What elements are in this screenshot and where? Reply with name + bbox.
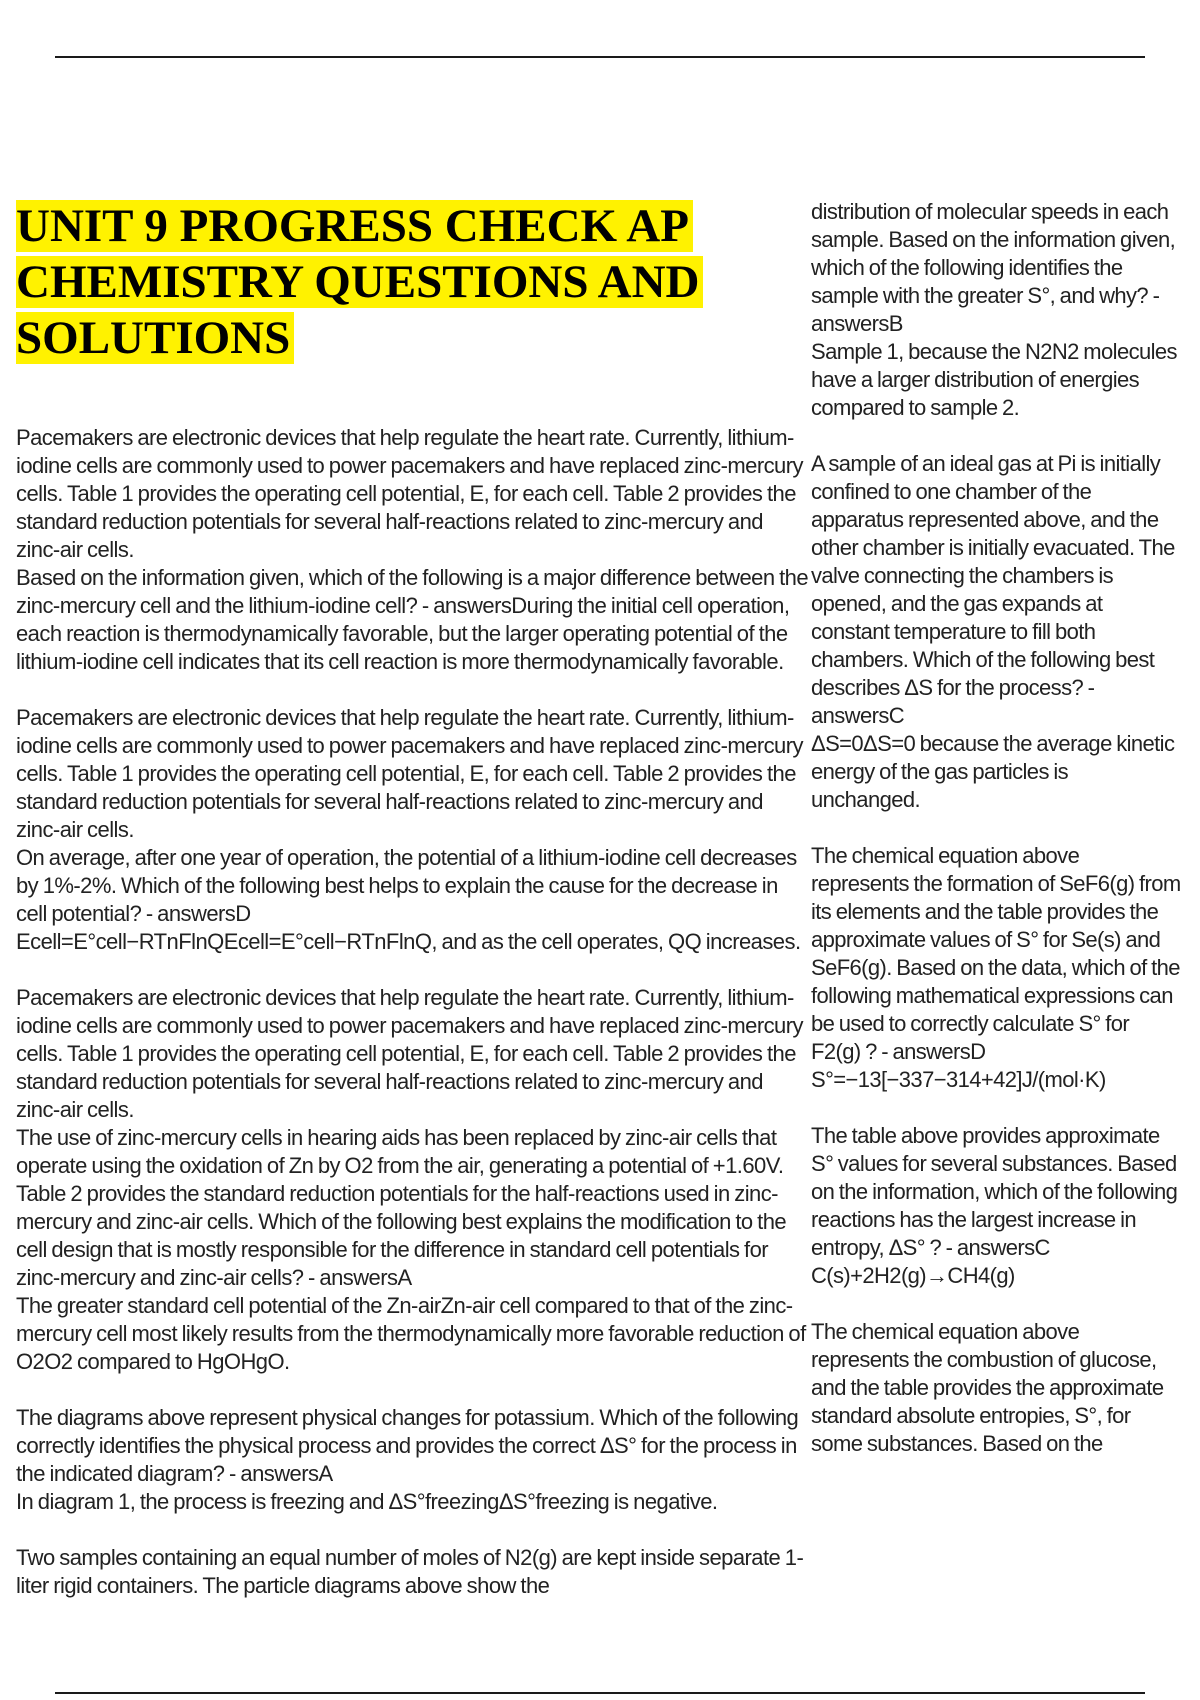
question-context: Pacemakers are electronic devices that help regulate the heart rate. Currently, lithium-iodine cells are commonly used to power pacemakers and have replaced zinc-mercury cells. Table 1 provides the operating cell potential, E, for each cell. Table 2 provides the standard reduction potentials for several half-reactions related to zinc-mercury and zinc-air cells. [16, 985, 803, 1122]
question-block [811, 1122, 1181, 1290]
answer-text: S°=−13[−337−314+42]J/(mol·K) [811, 1067, 1106, 1092]
title-line-3: SOLUTIONS [16, 312, 294, 364]
document-title [16, 198, 811, 366]
answer-text: Sample 1, because the N2N2 molecules have a larger distribution of energies compared to sample 2. [811, 339, 1177, 420]
question-block [811, 198, 1181, 422]
question-text: The use of zinc-mercury cells in hearing aids has been replaced by zinc-air cells that operate using the oxidation of Zn by O2 from the air, generating a potential of +1.60V. Table 2 provides the standard reduction potentials for the half-reactions used in zinc-mercury and zinc-air cells. Which of the following best explains the modification to the cell design that is mostly responsible for the difference in standard cell potentials for zinc-mercury and zinc-air cells? - answersA [16, 1125, 787, 1290]
title-line-2: CHEMISTRY QUESTIONS AND [16, 256, 703, 308]
question-text: distribution of molecular speeds in each sample. Based on the information given, which of the following identifies the sample with the greater S°, and why? - answersB [811, 199, 1176, 336]
question-block [16, 1404, 811, 1516]
question-text: The chemical equation above represents the formation of SeF6(g) from its elements and the table provides the approximate values of S° for Se(s) and SeF6(g). Based on the data, which of the following mathematical expressions can be used to correctly calculate S° for F2(g) ? - answersD [811, 843, 1181, 1064]
question-block [16, 704, 811, 956]
question-block [811, 842, 1181, 1094]
question-text: On average, after one year of operation, the potential of a lithium-iodine cell decreases by 1%-2%. Which of the following best helps to explain the cause for the decrease in cell potential? - answersD [16, 845, 797, 926]
answer-text: In diagram 1, the process is freezing and ΔS°freezingΔS°freezing is negative. [16, 1489, 718, 1514]
question-text: Two samples containing an equal number of moles of N2(g) are kept inside separate 1-liter rigid containers. The particle diagrams above show the [16, 1545, 804, 1598]
question-block [811, 1318, 1181, 1458]
question-text: Based on the information given, which of the following is a major difference between the zinc-mercury cell and the lithium-iodine cell? - answersDuring the initial cell operation, each reaction is thermodynamically favorable, but the larger operating potential of the lithium-iodine cell indicates that its cell reaction is more thermodynamically favorable. [16, 565, 809, 674]
question-context: Pacemakers are electronic devices that help regulate the heart rate. Currently, lithium-iodine cells are commonly used to power pacemakers and have replaced zinc-mercury cells. Table 1 provides the operating cell potential, E, for each cell. Table 2 provides the standard reduction potentials for several half-reactions related to zinc-mercury and zinc-air cells. [16, 705, 803, 842]
question-text: The table above provides approximate S° values for several substances. Based on the information, which of the following reactions has the largest increase in entropy, ΔS° ? - answersC [811, 1123, 1178, 1260]
question-text: A sample of an ideal gas at Pi is initially confined to one chamber of the apparatus represented above, and the other chamber is initially evacuated. The valve connecting the chambers is opened, and the gas expands at constant temperature to fill both chambers. Which of the following best describes ΔS for the process? - answersC [811, 451, 1175, 728]
answer-text: The greater standard cell potential of the Zn-airZn-air cell compared to that of the zinc-mercury cell most likely results from the thermodynamically more favorable reduction of O2O2 compared to HgOHgO. [16, 1293, 806, 1374]
question-text: The diagrams above represent physical changes for potassium. Which of the following correctly identifies the physical process and provides the correct ΔS° for the process in the indicated diagram? - answersA [16, 1405, 799, 1486]
question-text: The chemical equation above represents the combustion of glucose, and the table provides the approximate standard absolute entropies, S°, for some substances. Based on the [811, 1319, 1164, 1456]
title-line-1: UNIT 9 PROGRESS CHECK AP [16, 200, 693, 252]
answer-text: Ecell=E°cell−RTnFlnQEcell=E°cell−RTnFlnQ, and as the cell operates, QQ increases. [16, 929, 801, 954]
left-column [16, 198, 811, 1628]
answer-text: C(s)+2H2(g)→CH4(g) [811, 1263, 1015, 1288]
question-block [16, 984, 811, 1376]
bottom-rule [55, 1692, 1145, 1694]
right-column [811, 198, 1181, 1486]
top-rule [55, 56, 1145, 58]
question-block [811, 450, 1181, 814]
answer-text: ΔS=0ΔS=0 because the average kinetic energy of the gas particles is unchanged. [811, 731, 1175, 812]
question-context: Pacemakers are electronic devices that help regulate the heart rate. Currently, lithium-iodine cells are commonly used to power pacemakers and have replaced zinc-mercury cells. Table 1 provides the operating cell potential, E, for each cell. Table 2 provides the standard reduction potentials for several half-reactions related to zinc-mercury and zinc-air cells. [16, 425, 803, 562]
question-block [16, 1544, 811, 1600]
question-block [16, 424, 811, 676]
